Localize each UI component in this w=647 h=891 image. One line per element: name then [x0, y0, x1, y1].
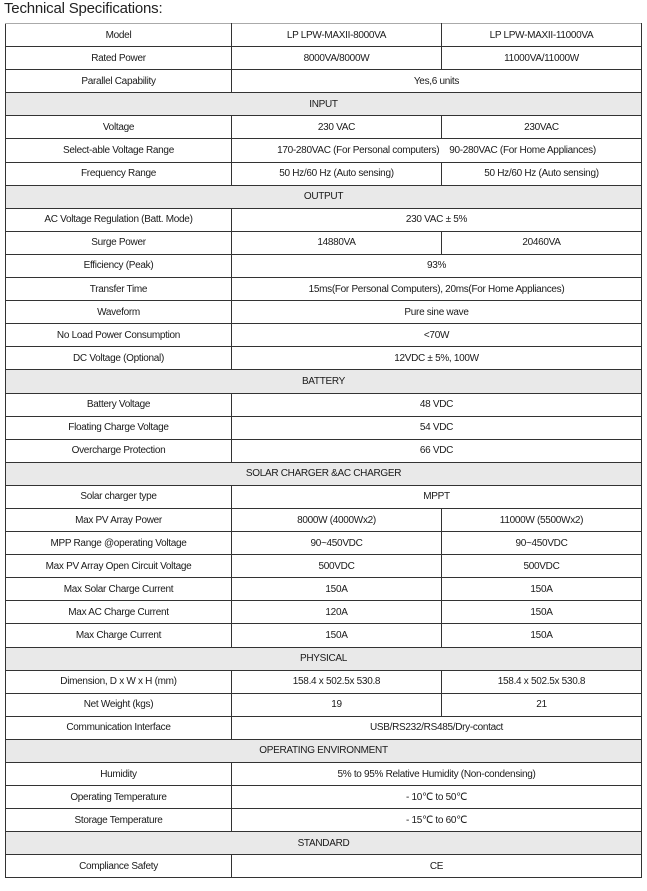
spec-value: 120A	[232, 601, 442, 624]
spec-label: Floating Charge Voltage	[6, 416, 232, 439]
spec-label: Max AC Charge Current	[6, 601, 232, 624]
spec-row	[6, 70, 642, 93]
spec-value: 500VDC	[442, 555, 642, 578]
spec-value: 54 VDC	[232, 416, 642, 439]
spec-value: 170-280VAC (For Personal computers) 90-280VAC (For Home Appliances)	[232, 139, 642, 162]
spec-label: Efficiency (Peak)	[6, 254, 232, 277]
spec-label: Select-able Voltage Range	[6, 139, 232, 162]
spec-label: Solar charger type	[6, 485, 232, 508]
spec-row	[6, 278, 642, 301]
section-header-row	[6, 462, 642, 485]
spec-label: Net Weight (kgs)	[6, 693, 232, 716]
spec-value: <70W	[232, 324, 642, 347]
spec-value: LP LPW-MAXII-8000VA	[232, 24, 442, 47]
spec-row	[6, 555, 642, 578]
spec-value: - 15℃ to 60℃	[232, 809, 642, 832]
spec-label: Battery Voltage	[6, 393, 232, 416]
spec-label: Max Charge Current	[6, 624, 232, 647]
spec-table	[5, 23, 642, 878]
spec-value: 19	[232, 693, 442, 716]
spec-label: Compliance Safety	[6, 855, 232, 878]
section-header-row	[6, 832, 642, 855]
spec-value: LP LPW-MAXII-11000VA	[442, 24, 642, 47]
spec-label: Communication Interface	[6, 716, 232, 739]
spec-label: Parallel Capability	[6, 70, 232, 93]
section-title: BATTERY	[6, 370, 642, 393]
spec-value: 5% to 95% Relative Humidity (Non-condensing)	[232, 763, 642, 786]
section-title: SOLAR CHARGER &AC CHARGER	[6, 462, 642, 485]
spec-value: 230VAC	[442, 116, 642, 139]
spec-value: 150A	[442, 578, 642, 601]
spec-value: 150A	[232, 578, 442, 601]
spec-row	[6, 670, 642, 693]
spec-row	[6, 532, 642, 555]
spec-label: Frequency Range	[6, 162, 232, 185]
spec-value: 14880VA	[232, 231, 442, 254]
section-header-row	[6, 185, 642, 208]
spec-label: Humidity	[6, 763, 232, 786]
spec-label: Transfer Time	[6, 278, 232, 301]
section-title: OUTPUT	[6, 185, 642, 208]
spec-row	[6, 855, 642, 878]
spec-label: Surge Power	[6, 231, 232, 254]
spec-value: CE	[232, 855, 642, 878]
spec-row	[6, 578, 642, 601]
spec-value: 20460VA	[442, 231, 642, 254]
spec-value: 93%	[232, 254, 642, 277]
spec-value: 90~450VDC	[232, 532, 442, 555]
spec-value: 150A	[232, 624, 442, 647]
spec-row	[6, 162, 642, 185]
section-title: OPERATING ENVIRONMENT	[6, 739, 642, 762]
spec-value: 500VDC	[232, 555, 442, 578]
spec-label: DC Voltage (Optional)	[6, 347, 232, 370]
spec-value: 8000VA/8000W	[232, 47, 442, 70]
section-title: STANDARD	[6, 832, 642, 855]
spec-value: - 10℃ to 50℃	[232, 786, 642, 809]
section-header-row	[6, 647, 642, 670]
spec-row	[6, 439, 642, 462]
spec-value: 158.4 x 502.5x 530.8	[442, 670, 642, 693]
spec-row	[6, 324, 642, 347]
spec-row	[6, 208, 642, 231]
spec-label: Rated Power	[6, 47, 232, 70]
spec-row	[6, 47, 642, 70]
spec-value: 15ms(For Personal Computers), 20ms(For Home Appliances)	[232, 278, 642, 301]
spec-value: USB/RS232/RS485/Dry-contact	[232, 716, 642, 739]
spec-label: Dimension, D x W x H (mm)	[6, 670, 232, 693]
spec-label: Max PV Array Open Circuit Voltage	[6, 555, 232, 578]
spec-value: 90~450VDC	[442, 532, 642, 555]
spec-row	[6, 116, 642, 139]
spec-value: MPPT	[232, 485, 642, 508]
spec-row	[6, 809, 642, 832]
section-header-row	[6, 739, 642, 762]
spec-row	[6, 786, 642, 809]
spec-row	[6, 485, 642, 508]
spec-value: 21	[442, 693, 642, 716]
spec-label: Model	[6, 24, 232, 47]
spec-label: AC Voltage Regulation (Batt. Mode)	[6, 208, 232, 231]
spec-label: MPP Range @operating Voltage	[6, 532, 232, 555]
spec-row	[6, 24, 642, 47]
spec-row	[6, 716, 642, 739]
spec-value: 8000W (4000Wx2)	[232, 508, 442, 531]
spec-label: No Load Power Consumption	[6, 324, 232, 347]
spec-value: 50 Hz/60 Hz (Auto sensing)	[442, 162, 642, 185]
spec-row	[6, 693, 642, 716]
spec-label: Voltage	[6, 116, 232, 139]
spec-row	[6, 393, 642, 416]
spec-label: Operating Temperature	[6, 786, 232, 809]
section-header-row	[6, 370, 642, 393]
spec-row	[6, 301, 642, 324]
spec-label: Storage Temperature	[6, 809, 232, 832]
spec-label: Max PV Array Power	[6, 508, 232, 531]
section-title: INPUT	[6, 93, 642, 116]
spec-row	[6, 231, 642, 254]
spec-value: 50 Hz/60 Hz (Auto sensing)	[232, 162, 442, 185]
spec-label: Overcharge Protection	[6, 439, 232, 462]
spec-value: 158.4 x 502.5x 530.8	[232, 670, 442, 693]
spec-label: Waveform	[6, 301, 232, 324]
spec-row	[6, 624, 642, 647]
spec-value: Yes,6 units	[232, 70, 642, 93]
spec-value: 150A	[442, 601, 642, 624]
spec-label: Max Solar Charge Current	[6, 578, 232, 601]
spec-row	[6, 139, 642, 162]
spec-value: 11000W (5500Wx2)	[442, 508, 642, 531]
spec-value: 230 VAC ± 5%	[232, 208, 642, 231]
spec-row	[6, 508, 642, 531]
spec-value: Pure sine wave	[232, 301, 642, 324]
spec-row	[6, 416, 642, 439]
spec-value: 11000VA/11000W	[442, 47, 642, 70]
page-title: Technical Specifications:	[4, 0, 163, 17]
spec-row	[6, 601, 642, 624]
spec-row	[6, 254, 642, 277]
spec-row	[6, 347, 642, 370]
section-title: PHYSICAL	[6, 647, 642, 670]
spec-value: 48 VDC	[232, 393, 642, 416]
spec-row	[6, 763, 642, 786]
spec-value: 230 VAC	[232, 116, 442, 139]
spec-value: 12VDC ± 5%, 100W	[232, 347, 642, 370]
spec-value: 66 VDC	[232, 439, 642, 462]
section-header-row	[6, 93, 642, 116]
spec-value: 150A	[442, 624, 642, 647]
